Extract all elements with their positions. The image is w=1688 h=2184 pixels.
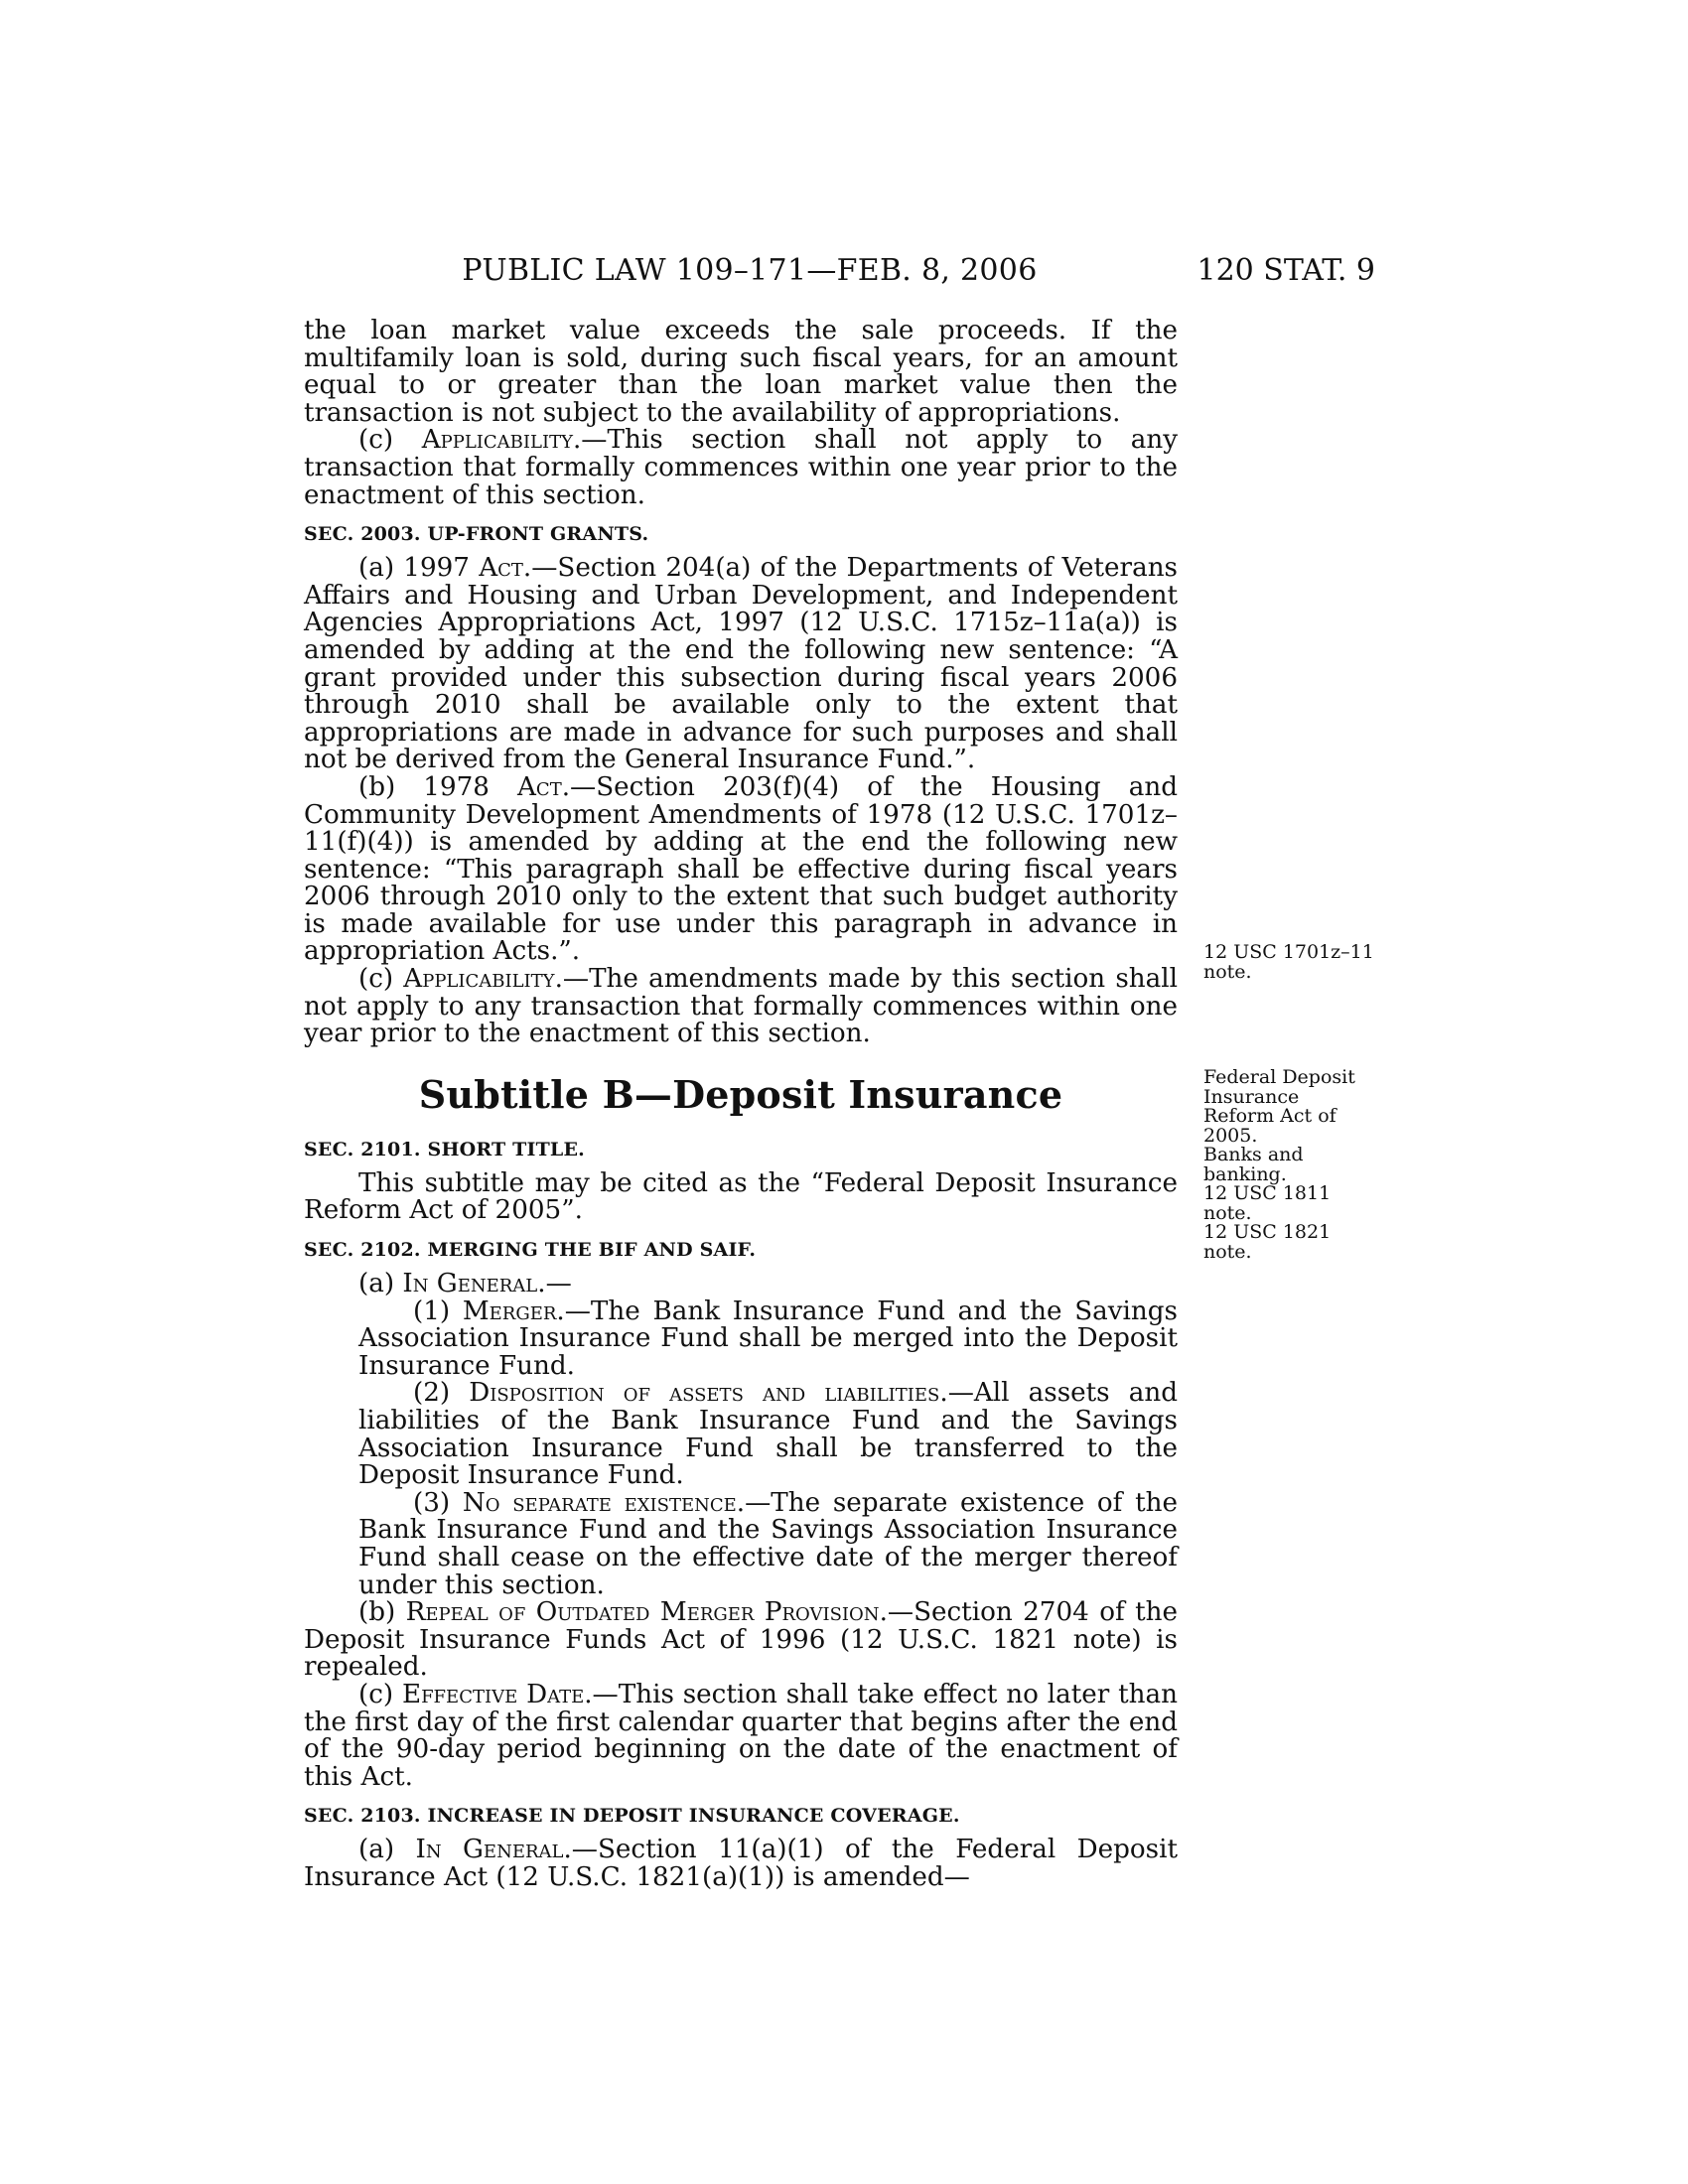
paragraph-2102-a: (a) In General.— [358,1269,572,1299]
paragraph-2102-c: (c) Effective Date.—This section shall take effect no later than the first day of the first calendar quarter that begins after the end of the 90-day period beginning on the date of the enactment of this Act. [304,1679,1178,1792]
section-heading-2103: SEC. 2103. INCREASE IN DEPOSIT INSURANCE COVERAGE. [304,1805,960,1828]
paragraph-applicability-c: (c) Applicability.—This section shall not apply to any transaction that formally commences within one year prior to the enactment of this section. [304,425,1178,510]
section-heading-2101: SEC. 2101. SHORT TITLE. [304,1138,585,1160]
subsection-heading: In General [415,1835,564,1865]
subsection-heading: Applicability [421,425,573,456]
running-head [303,253,1375,293]
paragraph-2003-a: (a) 1997 Act.—Section 204(a) of the Departments of Veterans Affairs and Housing and Urban Development, and Independent Agencies Appropriations Act, 1997 (12 U.S.C. 1715z–11a(a)) is amended by adding at the end the following new sentence: “A grant provided under this subsection during fiscal years 2006 through 2010 shall be available only to the extent that appropriations are made in advance for such purposes and shall not be derived from the General Insurance Fund.”. [304,553,1178,775]
body-text [304,318,1178,1892]
subsection-heading: Act [517,771,562,802]
page-title: PUBLIC LAW 109–171—FEB. 8, 2006 [462,253,1038,288]
paragraph-2103-a: (a) In General.—Section 11(a)(1) of the Federal Deposit Insurance Act (12 U.S.C. 1821(a)(1)) is amended— [304,1835,1178,1892]
paragraph-2102-b: (b) Repeal of Outdated Merger Provision.—Section 2704 of the Deposit Insurance Funds Act of 1996 (12 U.S.C. 1821 note) is repealed. [304,1597,1178,1683]
paragraph-2102-a2: (2) Disposition of assets and liabilities.—All assets and liabilities of the Bank Insurance Fund and the Savings Association Insurance Fund shall be transferred to the Deposit Insurance Fund. [358,1378,1178,1491]
paragraph-2102-a3: (3) No separate existence.—The separate existence of the Bank Insurance Fund and the Savings Association Insurance Fund shall cease on the effective date of the merger thereof under this section. [358,1487,1178,1600]
subsection-heading: Repeal of Outdated Merger Provision [405,1597,880,1628]
subsection-heading: Effective Date [401,1679,585,1709]
subsection-heading: Applicability [403,964,555,995]
subsection-heading: Merger [462,1296,557,1326]
paragraph-2101: This subtitle may be cited as the “Federal Deposit Insurance Reform Act of 2005”. [304,1167,1178,1226]
margin-note-deposit-insurance-reform: Federal Deposit Insurance Reform Act of 2005. Banks and banking. 12 USC 1811 note. 12 USC 1821 note. [1203,1066,1355,1263]
section-heading-2102: SEC. 2102. MERGING THE BIF AND SAIF. [304,1239,757,1262]
paragraph-2003-c: (c) Applicability.—The amendments made by this section shall not apply to any transaction that formally commences within one year prior to the enactment of this section. [304,964,1178,1049]
subsection-heading: No separate existence [462,1487,737,1518]
paragraph-2102-a1: (1) Merger.—The Bank Insurance Fund and the Savings Association Insurance Fund shall be merged into the Deposit Insurance Fund. [358,1296,1178,1381]
paragraph-2003-b: (b) 1978 Act.—Section 203(f)(4) of the Housing and Community Development Amendments of 1978 (12 U.S.C. 1701z–11(f)(4)) is amended by adding at the end the following new sentence: “This paragraph shall be effective during fiscal years 2006 through 2010 only to the extent that such budget authority is made available for use under this paragraph in advance in appropriation Acts.”. [304,771,1178,967]
subsection-heading: Act [479,553,523,584]
subsection-heading: In General [402,1269,538,1299]
section-heading-2003: SEC. 2003. UP-FRONT GRANTS. [304,523,649,546]
paragraph-continuation: the loan market value exceeds the sale proceeds. If the multifamily loan is sold, during such fiscal years, for an amount equal to or greater than the loan market value then the transaction is not subject to the availability of appropriations. [304,316,1178,428]
subtitle-heading: Subtitle B—Deposit Insurance [418,1071,1063,1117]
margin-note-usc-1701z-11: 12 USC 1701z–11 note. [1203,941,1374,983]
subsection-heading: Disposition of assets and liabilities [469,1378,940,1409]
page-stat-reference: 120 STAT. 9 [1196,253,1375,288]
